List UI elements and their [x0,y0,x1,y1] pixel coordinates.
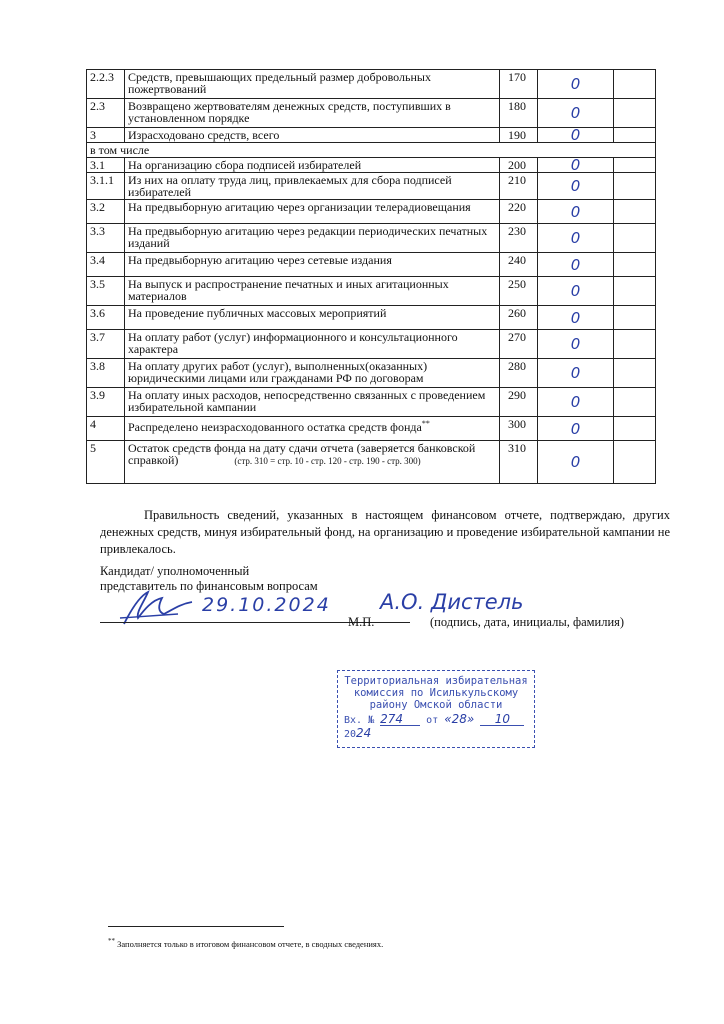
row-label-text: Остаток средств фонда на дату сдачи отчета (заверяется банковской справкой) [128,441,476,467]
row-code: 300 [500,417,538,441]
row-value-handwritten: 0 [538,417,614,441]
row-label [125,359,500,388]
row-empty-cell [614,441,656,484]
row-number: 2.2.3 [87,70,125,99]
row-empty-cell [614,173,656,200]
row-number: 3.4 [87,253,125,277]
row-label [125,99,500,128]
row-code: 170 [500,70,538,99]
row-number: 4 [87,417,125,441]
stamp-month: 10 [480,713,524,726]
row-label [125,158,500,173]
table-row [87,99,656,128]
footnote [108,936,383,949]
table-row [87,224,656,253]
row-code: 260 [500,306,538,330]
stamp-year-prefix: 20 [344,729,357,740]
row-value-handwritten: 0 [538,70,614,99]
row-number: 3.3 [87,224,125,253]
row-label [125,417,500,441]
row-label [125,441,500,484]
table-row [87,359,656,388]
row-code: 270 [500,330,538,359]
row-empty-cell [614,128,656,143]
candidate-line-2: представитель по финансовым вопросам [100,579,318,593]
row-value-handwritten: 0 [538,388,614,417]
row-label-text: Израсходовано средств, всего [128,128,280,142]
row-code: 210 [500,173,538,200]
table-row [87,277,656,306]
table-row [87,158,656,173]
registration-stamp [337,670,535,748]
stamp-line-1: Территориальная избирательная [344,675,528,687]
row-label-text: На предвыборную агитацию через редакции периодических печатных изданий [128,224,488,250]
row-code: 250 [500,277,538,306]
row-code: 310 [500,441,538,484]
row-value-handwritten: 0 [538,441,614,484]
row-label [125,224,500,253]
table-row [87,253,656,277]
row-value-handwritten: 0 [538,253,614,277]
table-row [87,306,656,330]
row-empty-cell [614,158,656,173]
row-number: 3.5 [87,277,125,306]
row-label [125,388,500,417]
row-empty-cell [614,200,656,224]
row-label-text: На оплату работ (услуг) информационного и консультационного характера [128,330,458,356]
handwritten-name: А.О. Дистель [380,590,524,614]
row-code: 180 [500,99,538,128]
table-row [87,128,656,143]
stamp-from-label: от [426,715,439,726]
row-label-text: Возвращено жертвователям денежных средств, поступивших в установленном порядке [128,99,451,125]
row-empty-cell [614,388,656,417]
row-empty-cell [614,330,656,359]
stamp-in-label: Вх. № [344,715,375,726]
stamp-line-2: комиссия по Исилькульскому [353,687,519,699]
row-value-handwritten: 0 [538,200,614,224]
row-label [125,128,500,143]
row-label-text: На проведение публичных массовых мероприятий [128,306,387,320]
row-value-handwritten: 0 [538,224,614,253]
row-number: 3.9 [87,388,125,417]
row-label [125,330,500,359]
row-number: 3.1 [87,158,125,173]
row-label [125,277,500,306]
row-value-handwritten: 0 [538,158,614,173]
row-code: 230 [500,224,538,253]
row-label-text: Средств, превышающих предельный размер добровольных пожертвований [128,70,431,96]
table-row [87,200,656,224]
stamp-in-number: 274 [380,713,420,726]
footnote-rule [108,926,284,927]
row-label [125,306,500,330]
row-value-handwritten: 0 [538,306,614,330]
row-label [125,253,500,277]
row-code: 240 [500,253,538,277]
row-label-text: Из них на оплату труда лиц, привлекаемых для сбора подписей избирателей [128,173,452,199]
row-value-handwritten: 0 [538,277,614,306]
row-label-text: Распределено неизрасходованного остатка средств фонда [128,420,422,434]
footnote-marker: ** [108,937,115,945]
row-label-text: На предвыборную агитацию через сетевые издания [128,253,392,267]
row-code: 190 [500,128,538,143]
financial-report-table [86,69,656,484]
seal-place-label: М.П. [348,615,375,629]
row-number: 3.6 [87,306,125,330]
row-code: 220 [500,200,538,224]
table-row [87,441,656,484]
row-number: 3.1.1 [87,173,125,200]
row-footnote-marker: ** [421,419,430,428]
row-empty-cell [614,224,656,253]
row-value-handwritten: 0 [538,173,614,200]
row-label-text: На предвыборную агитацию через организации телерадиовещания [128,200,471,214]
row-value-handwritten: 0 [538,99,614,128]
row-empty-cell [614,306,656,330]
row-empty-cell [614,99,656,128]
in-total-label: в том числе [87,143,656,158]
row-label-text: На организацию сбора подписей избирателей [128,158,362,172]
row-code: 200 [500,158,538,173]
row-number: 5 [87,441,125,484]
table-row [87,417,656,441]
footnote-text: Заполняется только в итоговом финансовом отчете, в сводных сведениях. [117,938,384,949]
stamp-registration-row [344,713,532,741]
table-row [87,173,656,200]
handwritten-date: 29.10.2024 [202,594,331,616]
table-row [87,388,656,417]
row-number: 2.3 [87,99,125,128]
stamp-year-suffix: 24 [356,726,372,740]
row-label [125,200,500,224]
row-empty-cell [614,417,656,441]
row-label-text: На оплату иных расходов, непосредственно связанных с проведением избирательной кампании [128,388,486,414]
row-number: 3.8 [87,359,125,388]
row-number: 3.7 [87,330,125,359]
row-value-handwritten: 0 [538,359,614,388]
row-label-text: На выпуск и распространение печатных и иных агитационных материалов [128,277,449,303]
row-value-handwritten: 0 [538,128,614,143]
row-empty-cell [614,359,656,388]
candidate-line-1: Кандидат/ уполномоченный [100,564,250,578]
row-code: 280 [500,359,538,388]
stamp-line-3: району Омской области [369,699,503,711]
row-empty-cell [614,277,656,306]
row-formula: (стр. 310 = стр. 10 - стр. 120 - стр. 190 - стр. 300) [234,456,421,466]
row-number: 3.2 [87,200,125,224]
signature-caption: (подпись, дата, инициалы, фамилия) [430,615,625,629]
row-empty-cell [614,70,656,99]
table-row [87,330,656,359]
row-label [125,173,500,200]
confirmation-paragraph: Правильность сведений, указанных в настоящем финансовом отчете, подтверждаю, других денежных средств, минуя избирательный фонд, на организацию и проведение избирательной кампании не привлекалось. [100,508,670,556]
table-row [87,70,656,99]
row-label [125,70,500,99]
row-empty-cell [614,253,656,277]
stamp-day: «28» [444,712,475,726]
row-value-handwritten: 0 [538,330,614,359]
row-label-text: На оплату других работ (услуг), выполненных(оказанных) юридическими лицами или гражданами РФ по договорам [128,359,428,385]
row-number: 3 [87,128,125,143]
row-code: 290 [500,388,538,417]
